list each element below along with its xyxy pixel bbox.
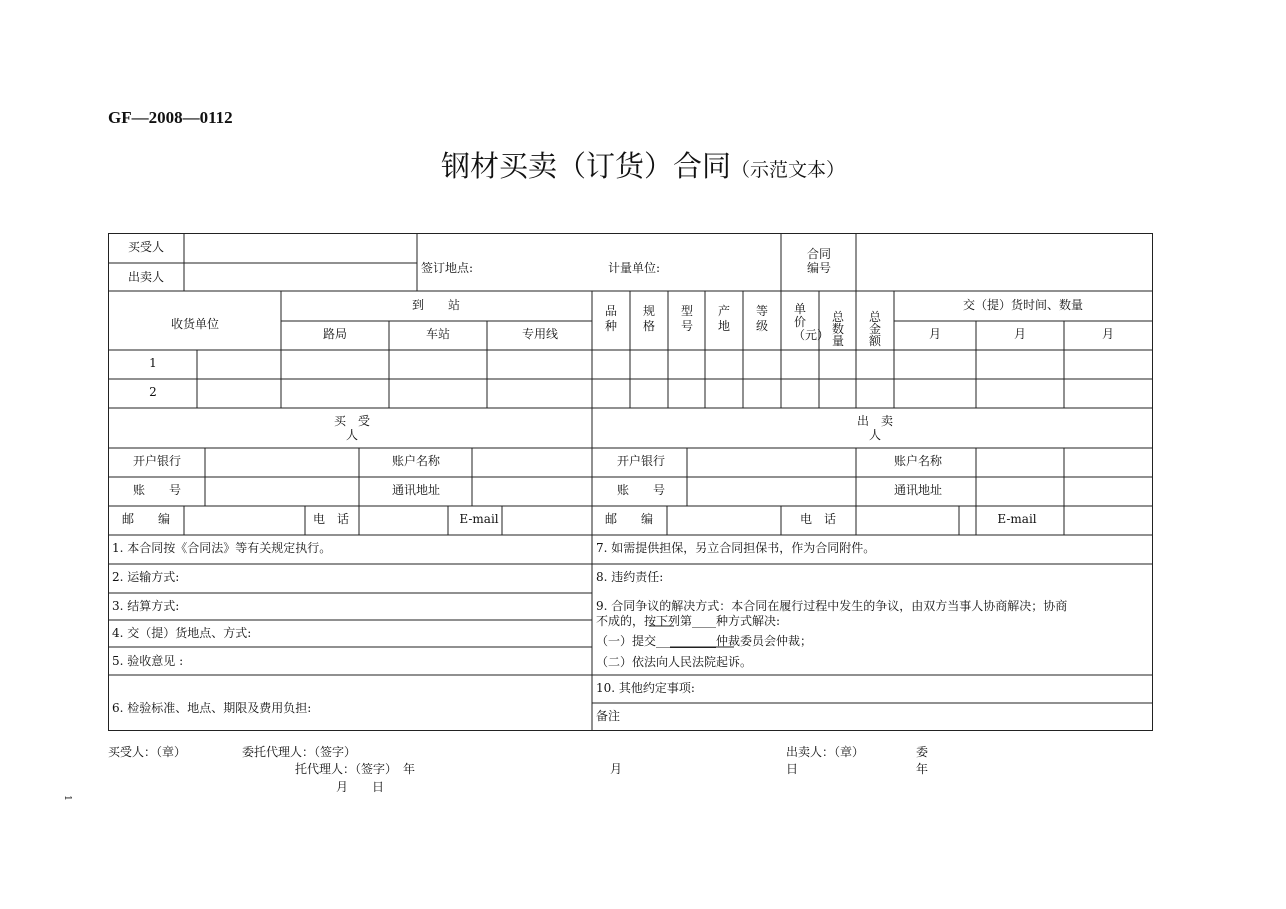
seller-account-no-label: 账 号 xyxy=(616,483,666,497)
seller-head-line1: 出 卖 xyxy=(856,414,894,428)
seller-section-header xyxy=(857,414,893,442)
buyer-head-line2: 人 xyxy=(345,428,359,442)
buyer-section-header xyxy=(334,414,370,442)
bureau-header: 路局 xyxy=(322,327,348,341)
price-header: 单价（元） xyxy=(793,302,830,342)
buyer-address-label: 通讯地址 xyxy=(391,483,441,497)
clause-5: 5. 验收意见 : xyxy=(112,654,184,668)
contract-no-label xyxy=(807,247,831,275)
delivery-header: 交（提）货时间、数量 xyxy=(962,298,1084,312)
row-number-2: 2 xyxy=(149,385,157,399)
seller-bank-label: 开户银行 xyxy=(616,454,666,468)
arrival-header: 到 站 xyxy=(411,298,461,312)
receiver-header: 收货单位 xyxy=(170,317,220,331)
grade-header: 等级 xyxy=(755,304,768,333)
seller-phone-label: 电 话 xyxy=(799,512,837,526)
spec-header: 规格 xyxy=(642,304,655,333)
clause-8: 8. 违约责任: xyxy=(596,570,664,584)
title-main: 钢材买卖（订货）合同 xyxy=(440,149,731,183)
clause-9-line2: 不成的，按下列第____种方式解决: xyxy=(596,614,781,628)
buyer-account-name-label: 账户名称 xyxy=(391,454,441,468)
buyer-phone-label: 电 话 xyxy=(312,512,350,526)
clause-4: 4. 交（提）货地点、方式: xyxy=(112,626,252,640)
clause-9-line1: 9. 合同争议的解决方式：本合同在履行过程中发生的争议，由双方当事人协商解决；协商 xyxy=(596,599,1068,613)
footer-wei: 委 xyxy=(916,745,929,759)
clause-9-option-2: （二）依法向人民法院起诉。 xyxy=(596,655,753,669)
line-header: 专用线 xyxy=(521,327,559,341)
clause-9-option-1: （一）提交__________仲裁委员会仲裁； xyxy=(596,634,813,648)
footer-month-day: 月 日 xyxy=(336,780,385,794)
sign-place-label: 签订地点: xyxy=(421,261,474,275)
title-sub: （示范文本） xyxy=(731,159,846,181)
row-number-1: 1 xyxy=(149,356,157,370)
buyer-email-label: E-mail xyxy=(459,512,499,526)
footer-month-a: 月 xyxy=(610,762,623,776)
clause-2: 2. 运输方式: xyxy=(112,570,180,584)
page-number: 1 xyxy=(61,795,72,801)
month-header-2: 月 xyxy=(1013,327,1027,341)
contract-no-line2: 编号 xyxy=(806,261,832,275)
clause-7: 7. 如需提供担保，另立合同担保书，作为合同附件。 xyxy=(596,541,876,555)
page-title xyxy=(0,144,1286,185)
seller-label: 出卖人 xyxy=(127,270,165,284)
footer-buyer-agent: 委托代理人：（签字） xyxy=(242,745,357,759)
footer-buyer-seal: 买受人：（章） xyxy=(108,745,187,759)
month-header-3: 月 xyxy=(1101,327,1115,341)
clause-1: 1. 本合同按《合同法》等有关规定执行。 xyxy=(112,541,332,555)
clause-10: 10. 其他约定事项: xyxy=(596,681,695,695)
buyer-bank-label: 开户银行 xyxy=(132,454,182,468)
variety-header: 品种 xyxy=(604,304,617,333)
contract-no-line1: 合同 xyxy=(806,247,832,261)
model-header: 型号 xyxy=(680,304,693,333)
amount-header: 总金额 xyxy=(868,310,881,348)
buyer-account-no-label: 账 号 xyxy=(132,483,182,497)
seller-address-label: 通讯地址 xyxy=(893,483,943,497)
footer-day-b: 日 xyxy=(786,762,799,776)
qty-header: 总数量 xyxy=(831,310,844,348)
seller-postcode-label: 邮 编 xyxy=(604,512,654,526)
buyer-label: 买受人 xyxy=(127,240,165,254)
month-header-1: 月 xyxy=(928,327,942,341)
clause-3: 3. 结算方式: xyxy=(112,599,180,613)
footer-year-b: 年 xyxy=(916,762,929,776)
clause-6: 6. 检验标准、地点、期限及费用负担: xyxy=(112,701,312,715)
origin-header: 产地 xyxy=(717,304,730,333)
doc-code: GF—2008—0112 xyxy=(108,108,233,127)
seller-account-name-label: 账户名称 xyxy=(893,454,943,468)
buyer-postcode-label: 邮 编 xyxy=(121,512,171,526)
unit-label: 计量单位: xyxy=(608,261,661,275)
seller-email-label: E-mail xyxy=(997,512,1037,526)
footer-agent-line2: 托代理人：（签字） 年 xyxy=(295,762,416,776)
footer-seller-seal: 出卖人：（章） xyxy=(786,745,865,759)
seller-head-line2: 人 xyxy=(868,428,882,442)
station-header: 车站 xyxy=(425,327,451,341)
buyer-head-line1: 买 受 xyxy=(333,414,371,428)
contract-table xyxy=(108,233,1153,731)
remarks-label: 备注 xyxy=(596,709,621,723)
